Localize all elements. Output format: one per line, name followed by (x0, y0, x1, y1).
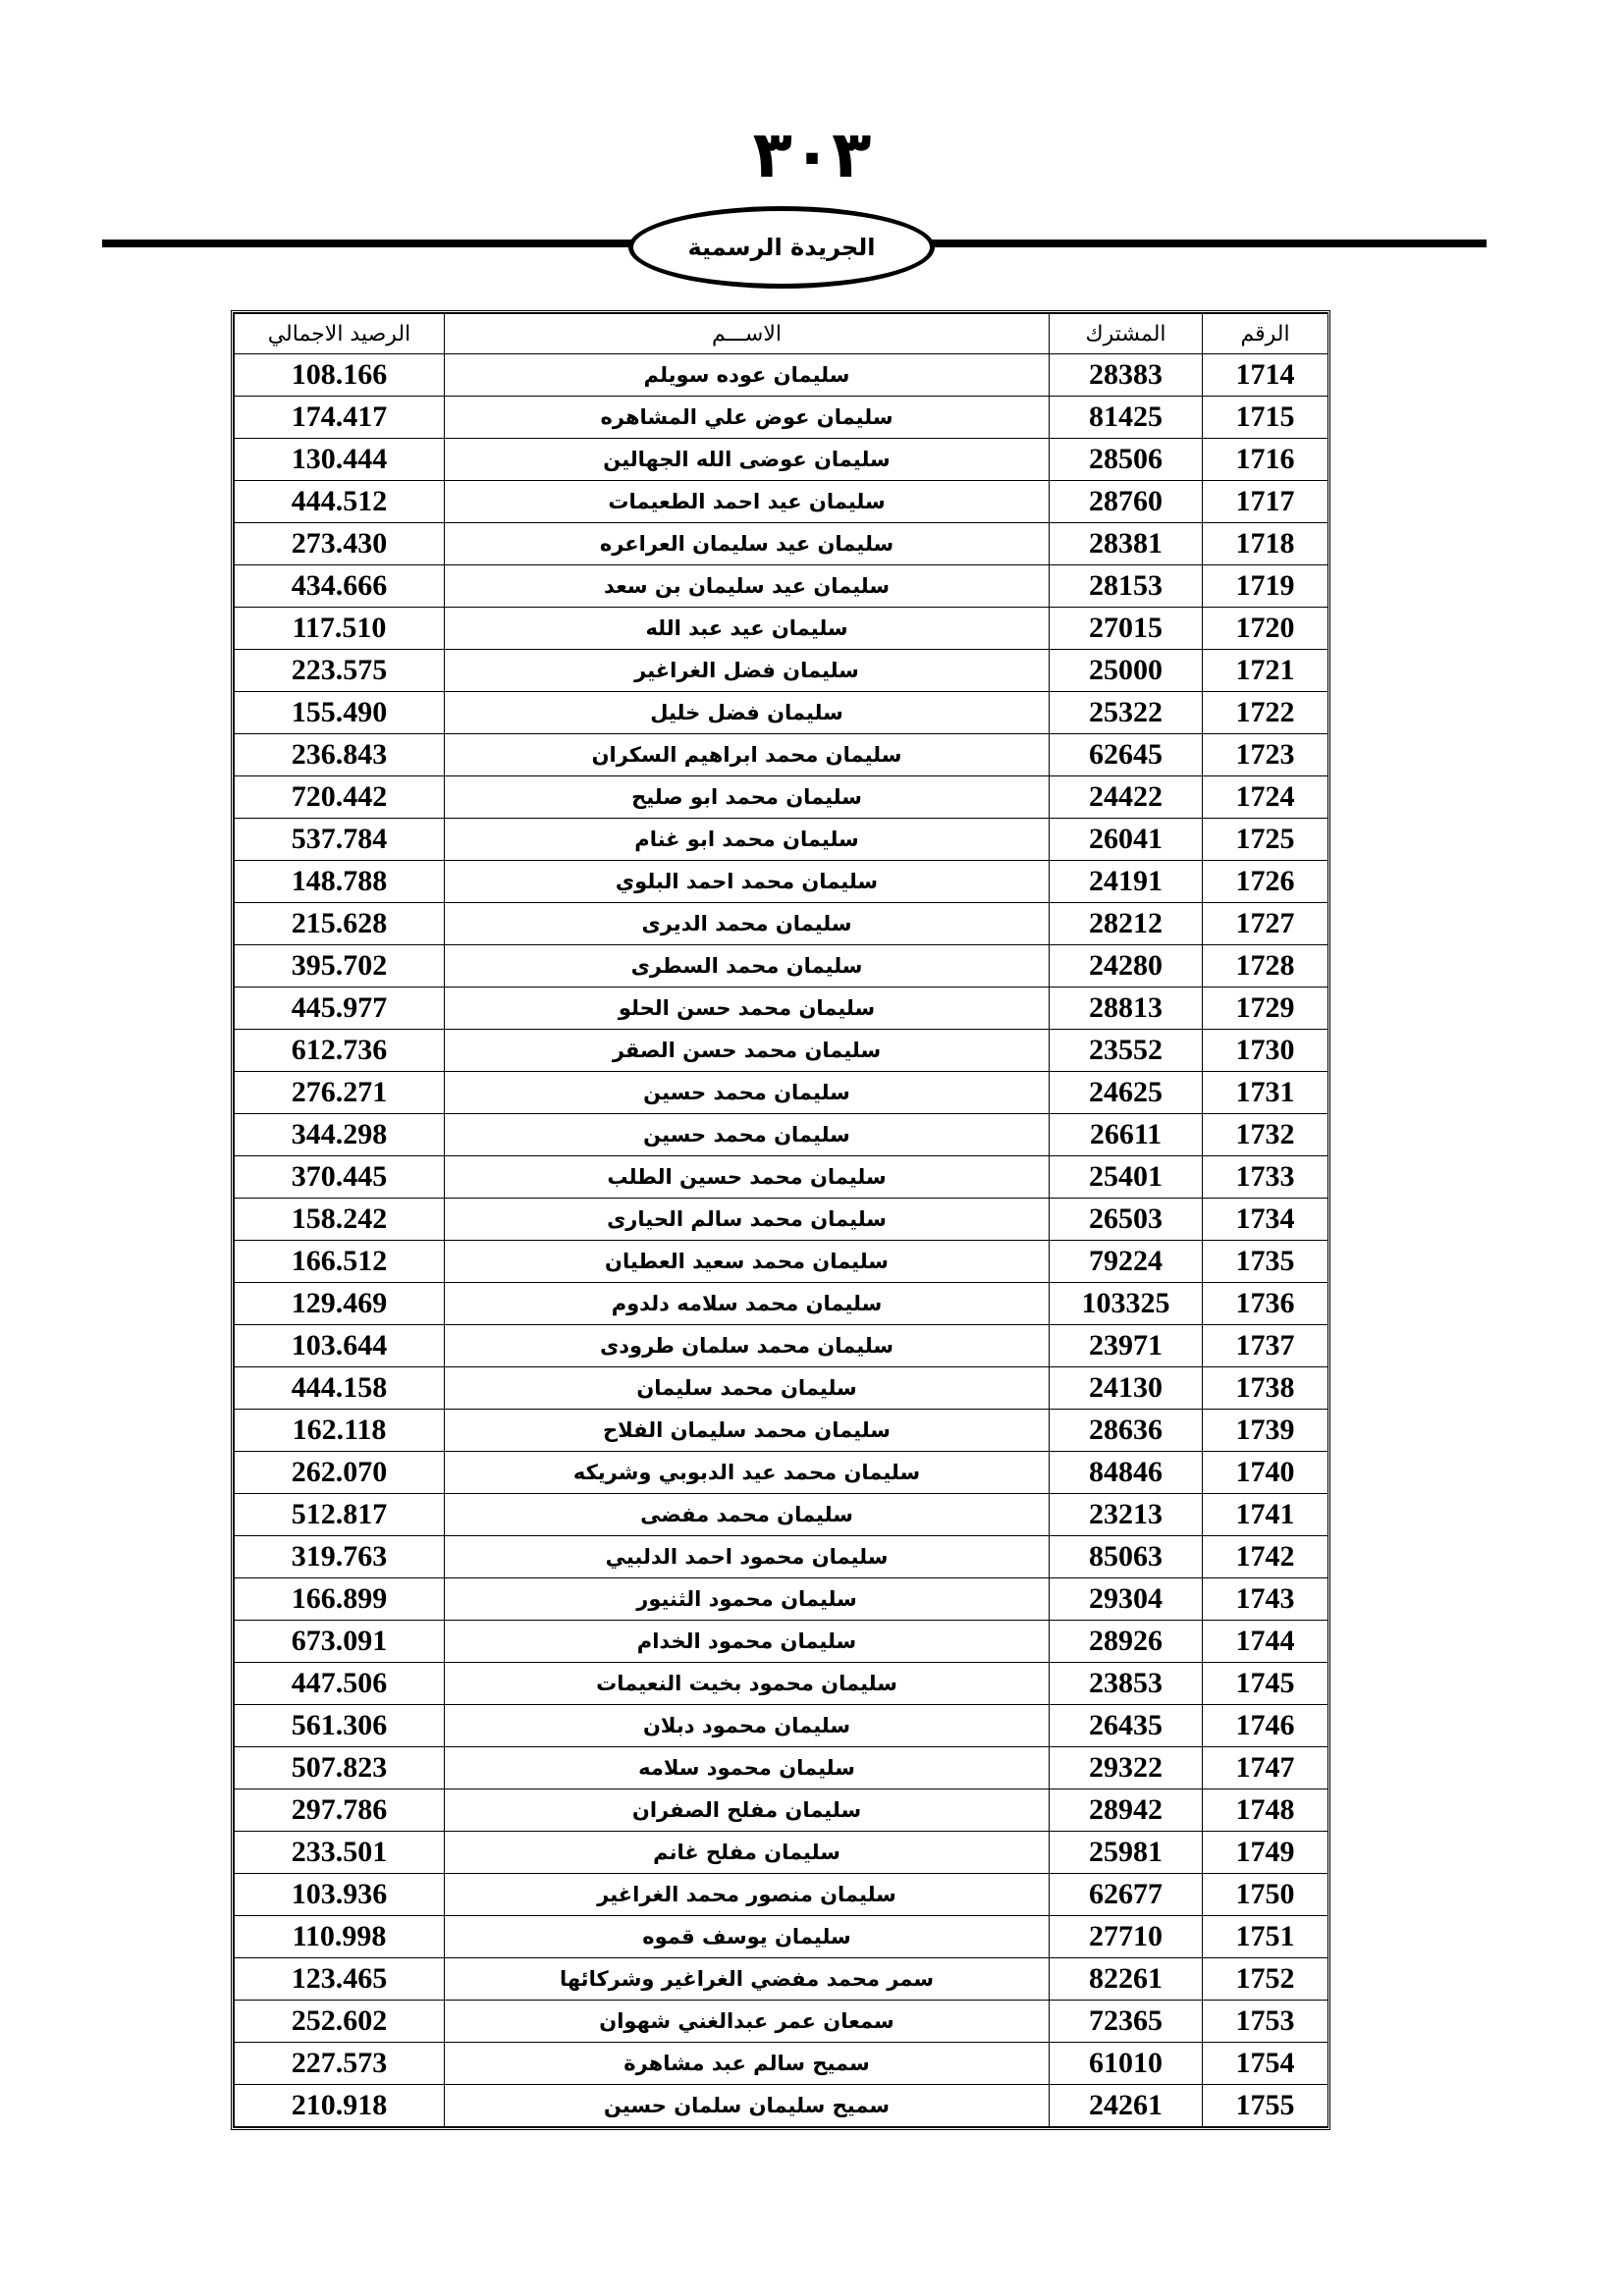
total-balance: 344.298 (235, 1114, 445, 1156)
row-number: 1717 (1203, 481, 1328, 523)
subscriber-name: سليمان يوسف قموه (445, 1916, 1050, 1958)
header-name: الاســـم (445, 314, 1050, 354)
total-balance: 537.784 (235, 819, 445, 861)
subscriber-id: 85063 (1050, 1536, 1203, 1578)
row-number: 1715 (1203, 397, 1328, 439)
row-number: 1729 (1203, 988, 1328, 1030)
total-balance: 236.843 (235, 734, 445, 776)
row-number: 1750 (1203, 1874, 1328, 1916)
row-number: 1751 (1203, 1916, 1328, 1958)
subscriber-name: سليمان مفلح الصفران (445, 1789, 1050, 1832)
table-row (235, 1410, 1328, 1452)
table-row (235, 1789, 1328, 1832)
row-number: 1727 (1203, 903, 1328, 945)
row-number: 1737 (1203, 1325, 1328, 1367)
total-balance: 130.444 (235, 439, 445, 481)
subscriber-id: 23971 (1050, 1325, 1203, 1367)
row-number: 1716 (1203, 439, 1328, 481)
table-row (235, 734, 1328, 776)
table-row (235, 1663, 1328, 1705)
row-number: 1733 (1203, 1156, 1328, 1199)
row-number: 1755 (1203, 2085, 1328, 2127)
total-balance: 444.512 (235, 481, 445, 523)
subscriber-id: 25981 (1050, 1832, 1203, 1874)
total-balance: 166.512 (235, 1241, 445, 1283)
subscriber-name: سليمان محمد عيد الدبوبي وشريكه (445, 1452, 1050, 1494)
table-row (235, 608, 1328, 650)
table-row (235, 1283, 1328, 1325)
table-row (235, 861, 1328, 903)
subscriber-name: سليمان عيد عبد الله (445, 608, 1050, 650)
total-balance: 103.644 (235, 1325, 445, 1367)
subscriber-name: سليمان محمود الخدام (445, 1621, 1050, 1663)
subscriber-name: سليمان عوض علي المشاهره (445, 397, 1050, 439)
table-row (235, 1621, 1328, 1663)
table-row (235, 1494, 1328, 1536)
row-number: 1740 (1203, 1452, 1328, 1494)
subscriber-id: 62645 (1050, 734, 1203, 776)
subscriber-name: سليمان محمد حسن الصقر (445, 1030, 1050, 1072)
row-number: 1747 (1203, 1747, 1328, 1789)
table-row (235, 439, 1328, 481)
row-number: 1752 (1203, 1958, 1328, 2001)
total-balance: 252.602 (235, 2001, 445, 2043)
subscriber-id: 62677 (1050, 1874, 1203, 1916)
total-balance: 447.506 (235, 1663, 445, 1705)
row-number: 1718 (1203, 523, 1328, 565)
total-balance: 215.628 (235, 903, 445, 945)
page-number: ٣٠٣ (752, 117, 872, 192)
subscriber-id: 103325 (1050, 1283, 1203, 1325)
total-balance: 223.575 (235, 650, 445, 692)
table-row (235, 1325, 1328, 1367)
subscriber-name: سليمان محمد ابو صليح (445, 776, 1050, 819)
row-number: 1721 (1203, 650, 1328, 692)
total-balance: 103.936 (235, 1874, 445, 1916)
row-number: 1725 (1203, 819, 1328, 861)
subscriber-name: سليمان محمد حسن الحلو (445, 988, 1050, 1030)
total-balance: 273.430 (235, 523, 445, 565)
row-number: 1728 (1203, 945, 1328, 988)
subscriber-name: سليمان محمد حسين (445, 1072, 1050, 1114)
table-row (235, 354, 1328, 397)
table-row (235, 1916, 1328, 1958)
row-number: 1745 (1203, 1663, 1328, 1705)
ledger-body (235, 354, 1328, 2127)
subscriber-id: 24625 (1050, 1072, 1203, 1114)
table-row (235, 1367, 1328, 1410)
subscriber-id: 61010 (1050, 2043, 1203, 2085)
subscriber-name: سليمان مفلح غانم (445, 1832, 1050, 1874)
subscriber-name: سليمان عيد سليمان العراعره (445, 523, 1050, 565)
subscriber-name: سليمان محمد سعيد العطيان (445, 1241, 1050, 1283)
subscriber-id: 25322 (1050, 692, 1203, 734)
table-row (235, 1578, 1328, 1621)
table-row (235, 1030, 1328, 1072)
table-row (235, 1072, 1328, 1114)
total-balance: 158.242 (235, 1199, 445, 1241)
subscriber-id: 82261 (1050, 1958, 1203, 2001)
subscriber-id: 28153 (1050, 565, 1203, 608)
total-balance: 507.823 (235, 1747, 445, 1789)
subscriber-id: 27015 (1050, 608, 1203, 650)
table-row (235, 1536, 1328, 1578)
total-balance: 444.158 (235, 1367, 445, 1410)
table-row (235, 1874, 1328, 1916)
total-balance: 276.271 (235, 1072, 445, 1114)
subscriber-id: 28381 (1050, 523, 1203, 565)
row-number: 1723 (1203, 734, 1328, 776)
subscriber-name: سليمان محمد حسين الطلب (445, 1156, 1050, 1199)
subscriber-name: سميح سليمان سلمان حسين (445, 2085, 1050, 2127)
row-number: 1753 (1203, 2001, 1328, 2043)
total-balance: 673.091 (235, 1621, 445, 1663)
subscriber-id: 28760 (1050, 481, 1203, 523)
subscriber-id: 72365 (1050, 2001, 1203, 2043)
row-number: 1741 (1203, 1494, 1328, 1536)
masthead-title (628, 206, 935, 289)
total-balance: 262.070 (235, 1452, 445, 1494)
row-number: 1726 (1203, 861, 1328, 903)
subscriber-id: 28813 (1050, 988, 1203, 1030)
subscriber-name: سليمان عيد سليمان بن سعد (445, 565, 1050, 608)
subscriber-name: سليمان محمود سلامه (445, 1747, 1050, 1789)
total-balance: 445.977 (235, 988, 445, 1030)
subscriber-id: 28212 (1050, 903, 1203, 945)
table-row (235, 692, 1328, 734)
subscriber-name: سليمان محمد ابو غنام (445, 819, 1050, 861)
subscriber-id: 24422 (1050, 776, 1203, 819)
row-number: 1736 (1203, 1283, 1328, 1325)
row-number: 1746 (1203, 1705, 1328, 1747)
subscriber-name: سليمان عيد احمد الطعيمات (445, 481, 1050, 523)
subscriber-name: سليمان محمد السطرى (445, 945, 1050, 988)
subscriber-id: 25000 (1050, 650, 1203, 692)
table-row (235, 397, 1328, 439)
header-rule-right (931, 240, 1487, 247)
total-balance: 434.666 (235, 565, 445, 608)
row-number: 1739 (1203, 1410, 1328, 1452)
total-balance: 123.465 (235, 1958, 445, 2001)
subscriber-id: 24130 (1050, 1367, 1203, 1410)
total-balance: 612.736 (235, 1030, 445, 1072)
subscriber-name: سليمان محمد سليمان (445, 1367, 1050, 1410)
header-rule-left (102, 240, 632, 247)
subscriber-name: سليمان محمد مفضى (445, 1494, 1050, 1536)
table-row (235, 903, 1328, 945)
subscriber-name: سليمان عوده سويلم (445, 354, 1050, 397)
subscriber-id: 28506 (1050, 439, 1203, 481)
total-balance: 110.998 (235, 1916, 445, 1958)
table-row (235, 1958, 1328, 2001)
masthead-label: الجريدة الرسمية (687, 234, 876, 261)
subscriber-name: سليمان محمود دبلان (445, 1705, 1050, 1747)
subscriber-name: سمر محمد مفضي الغراغير وشركائها (445, 1958, 1050, 2001)
subscriber-name: سليمان فضل خليل (445, 692, 1050, 734)
subscriber-id: 26041 (1050, 819, 1203, 861)
total-balance: 227.573 (235, 2043, 445, 2085)
subscriber-name: سليمان محمد الديرى (445, 903, 1050, 945)
row-number: 1731 (1203, 1072, 1328, 1114)
row-number: 1719 (1203, 565, 1328, 608)
subscriber-id: 26611 (1050, 1114, 1203, 1156)
table-row (235, 1156, 1328, 1199)
ledger-frame (231, 310, 1330, 2130)
total-balance: 561.306 (235, 1705, 445, 1747)
table-row (235, 988, 1328, 1030)
table-row (235, 945, 1328, 988)
subscriber-name: سليمان محمد سليمان الفلاح (445, 1410, 1050, 1452)
row-number: 1732 (1203, 1114, 1328, 1156)
table-row (235, 1452, 1328, 1494)
row-number: 1735 (1203, 1241, 1328, 1283)
total-balance: 395.702 (235, 945, 445, 988)
subscriber-id: 23552 (1050, 1030, 1203, 1072)
ledger-table (234, 313, 1328, 2127)
table-row (235, 523, 1328, 565)
subscriber-name: سليمان محمد سلامه دلدوم (445, 1283, 1050, 1325)
total-balance: 319.763 (235, 1536, 445, 1578)
table-row (235, 2043, 1328, 2085)
subscriber-id: 28942 (1050, 1789, 1203, 1832)
total-balance: 108.166 (235, 354, 445, 397)
subscriber-name: سليمان محمد سالم الحيارى (445, 1199, 1050, 1241)
subscriber-id: 28926 (1050, 1621, 1203, 1663)
subscriber-name: سليمان محمد سلمان طرودى (445, 1325, 1050, 1367)
subscriber-name: سليمان محمود الثنيور (445, 1578, 1050, 1621)
subscriber-name: سليمان منصور محمد الغراغير (445, 1874, 1050, 1916)
table-row (235, 1199, 1328, 1241)
subscriber-name: سليمان محمد حسين (445, 1114, 1050, 1156)
table-row (235, 1747, 1328, 1789)
row-number: 1754 (1203, 2043, 1328, 2085)
subscriber-id: 81425 (1050, 397, 1203, 439)
subscriber-id: 79224 (1050, 1241, 1203, 1283)
subscriber-id: 29322 (1050, 1747, 1203, 1789)
total-balance: 162.118 (235, 1410, 445, 1452)
total-balance: 512.817 (235, 1494, 445, 1536)
subscriber-id: 27710 (1050, 1916, 1203, 1958)
total-balance: 129.469 (235, 1283, 445, 1325)
subscriber-id: 29304 (1050, 1578, 1203, 1621)
subscriber-name: سليمان محمود بخيت النعيمات (445, 1663, 1050, 1705)
total-balance: 297.786 (235, 1789, 445, 1832)
subscriber-id: 26435 (1050, 1705, 1203, 1747)
subscriber-id: 84846 (1050, 1452, 1203, 1494)
row-number: 1730 (1203, 1030, 1328, 1072)
row-number: 1744 (1203, 1621, 1328, 1663)
table-row (235, 2001, 1328, 2043)
subscriber-name: سميح سالم عبد مشاهرة (445, 2043, 1050, 2085)
row-number: 1743 (1203, 1578, 1328, 1621)
subscriber-name: سليمان فضل الغراغير (445, 650, 1050, 692)
table-row (235, 650, 1328, 692)
total-balance: 233.501 (235, 1832, 445, 1874)
subscriber-name: سمعان عمر عبدالغني شهوان (445, 2001, 1050, 2043)
row-number: 1734 (1203, 1199, 1328, 1241)
subscriber-id: 23853 (1050, 1663, 1203, 1705)
total-balance: 720.442 (235, 776, 445, 819)
table-row (235, 1832, 1328, 1874)
table-row (235, 481, 1328, 523)
table-row (235, 565, 1328, 608)
row-number: 1742 (1203, 1536, 1328, 1578)
row-number: 1748 (1203, 1789, 1328, 1832)
ledger-header-row (235, 314, 1328, 354)
subscriber-id: 25401 (1050, 1156, 1203, 1199)
table-row (235, 819, 1328, 861)
subscriber-id: 24261 (1050, 2085, 1203, 2127)
row-number: 1720 (1203, 608, 1328, 650)
row-number: 1722 (1203, 692, 1328, 734)
subscriber-name: سليمان محمود احمد الدلبيي (445, 1536, 1050, 1578)
total-balance: 155.490 (235, 692, 445, 734)
subscriber-name: سليمان عوضى الله الجهالين (445, 439, 1050, 481)
table-row (235, 1114, 1328, 1156)
row-number: 1724 (1203, 776, 1328, 819)
table-row (235, 1705, 1328, 1747)
subscriber-id: 24191 (1050, 861, 1203, 903)
subscriber-id: 24280 (1050, 945, 1203, 988)
subscriber-id: 23213 (1050, 1494, 1203, 1536)
subscriber-name: سليمان محمد احمد البلوي (445, 861, 1050, 903)
table-row (235, 776, 1328, 819)
subscriber-id: 28383 (1050, 354, 1203, 397)
subscriber-name: سليمان محمد ابراهيم السكران (445, 734, 1050, 776)
table-row (235, 1241, 1328, 1283)
header-balance: الرصيد الاجمالي (235, 314, 445, 354)
row-number: 1714 (1203, 354, 1328, 397)
row-number: 1749 (1203, 1832, 1328, 1874)
total-balance: 148.788 (235, 861, 445, 903)
total-balance: 166.899 (235, 1578, 445, 1621)
total-balance: 370.445 (235, 1156, 445, 1199)
row-number: 1738 (1203, 1367, 1328, 1410)
subscriber-id: 28636 (1050, 1410, 1203, 1452)
total-balance: 117.510 (235, 608, 445, 650)
total-balance: 174.417 (235, 397, 445, 439)
table-row (235, 2085, 1328, 2127)
subscriber-id: 26503 (1050, 1199, 1203, 1241)
header-number: الرقم (1203, 314, 1328, 354)
total-balance: 210.918 (235, 2085, 445, 2127)
header-subscriber: المشترك (1050, 314, 1203, 354)
